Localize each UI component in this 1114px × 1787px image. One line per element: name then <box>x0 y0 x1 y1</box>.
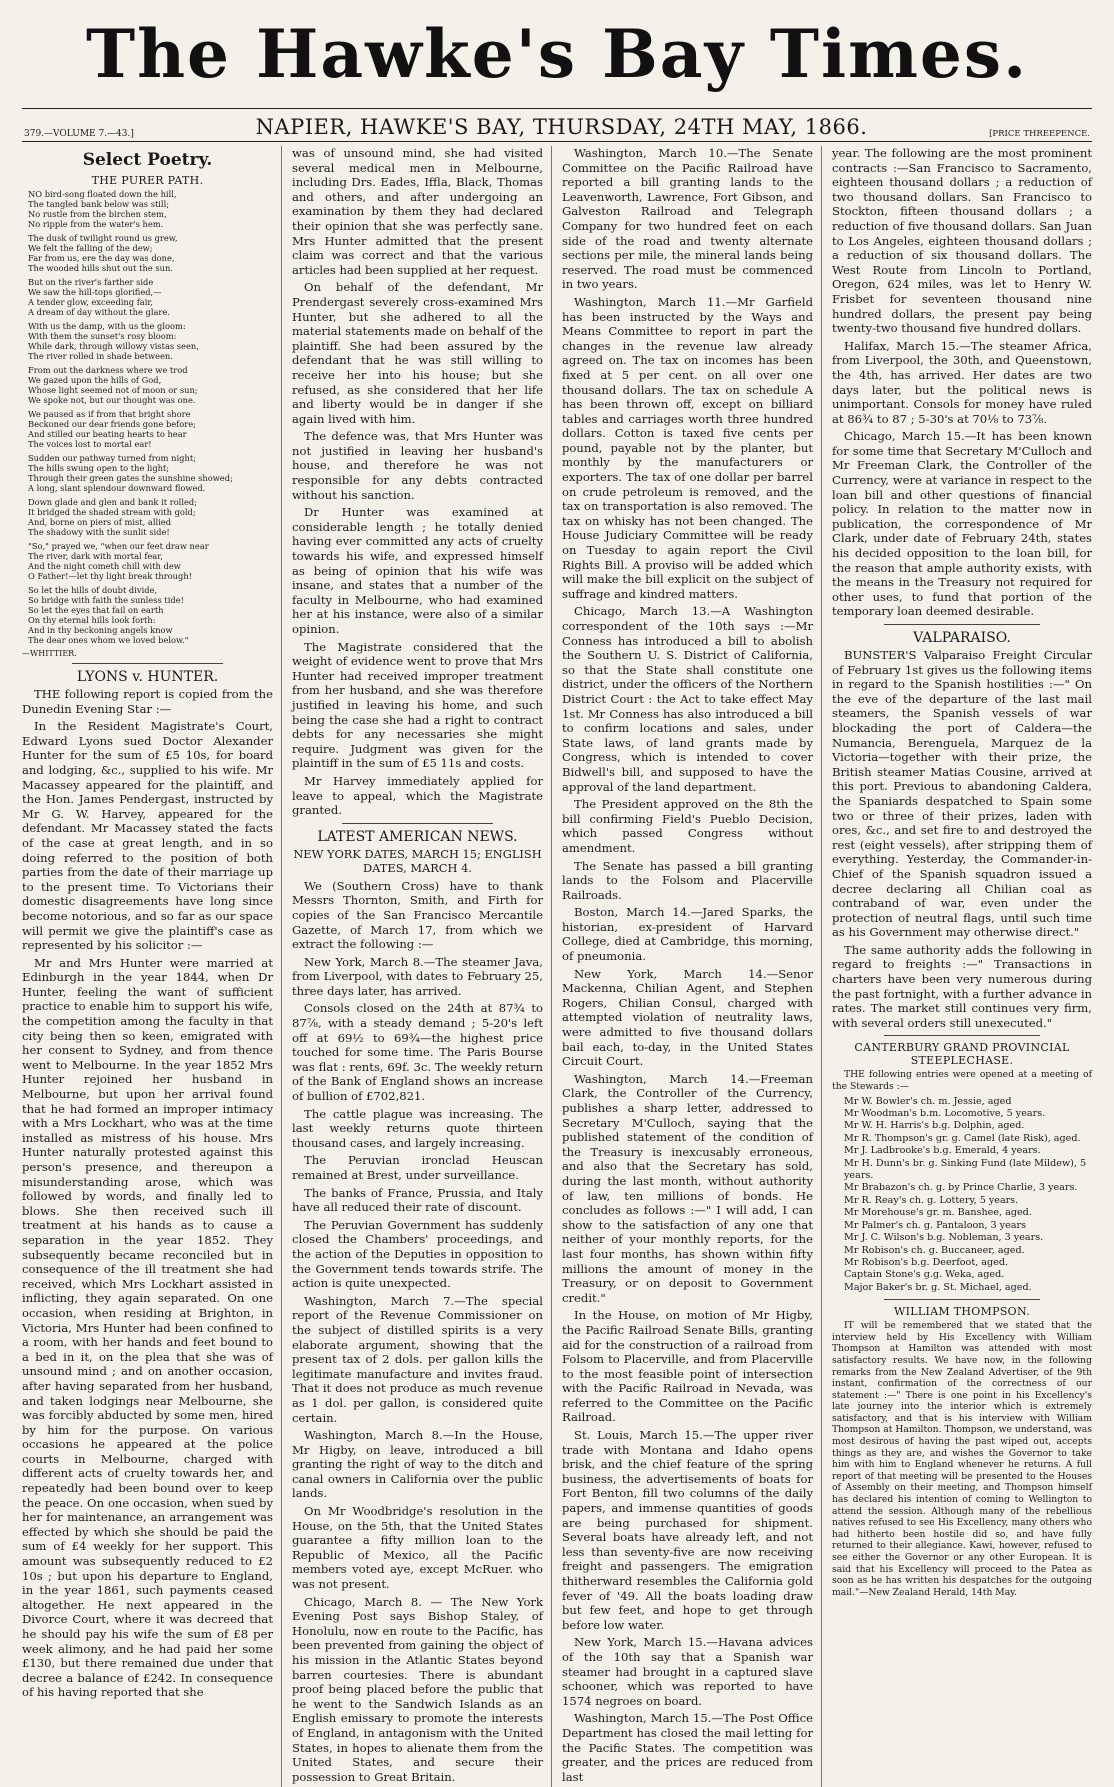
paragraph: The Magistrate considered that the weight of evidence went to prove that Mrs Hunter had received improper treatment from her husband, and she was therefore justified in leaving his home, and such being the case she had a right to contract debts for any necessaries she might require. Judgment was given for the plaintiff in the sum of £5 11s and costs. <box>292 639 543 771</box>
paragraph: In the House, on motion of Mr Higby, the Pacific Railroad Senate Bills, granting aid for the construction of a railroad from Folsom to Placerville, and from Placerville to the most feasible point of intersection with the Pacific Railroad in Nevada, was referred to the Committee on the Pacific Railroad. <box>562 1308 813 1425</box>
poem-stanza: But on the river's farther side We saw the hill-tops glorified,— A tender glow, exceeding fair, A dream of day without the glare. <box>28 277 170 317</box>
paragraph: Mr Harvey immediately applied for leave to appeal, which the Magistrate granted. <box>292 773 543 818</box>
paragraph: Washington, March 15.—The Post Office Department has closed the mail letting for the Pacific States. The competition was greater, and the prices are reduced from last <box>562 1711 813 1784</box>
list-item: Mr J. C. Wilson's b.g. Nobleman, 3 years. <box>844 1232 1044 1244</box>
paragraph: THE following entries were opened at a meeting of the Stewards :— <box>832 1069 1092 1093</box>
paragraph: Boston, March 14.—Jared Sparks, the historian, ex-president of Harvard College, died at Cambridge, this morning, of pneumonia. <box>562 905 813 964</box>
paragraph: The President approved on the 8th the bill confirming Field's Pueblo Decision, which passed Congress without amendment. <box>562 797 813 855</box>
price: [PRICE THREEPENCE. <box>989 129 1090 139</box>
paragraph: We (Southern Cross) have to thank Messrs Thornton, Smith, and Firth for copies of the San Francisco Mercantile Gazette, of March 17, from which we extract the following :— <box>292 878 543 952</box>
paragraph: Washington, March 8.—In the House, Mr Higby, on leave, introduced a bill granting the right of way to the ditch and canal owners in California over the public lands. <box>292 1428 543 1501</box>
poem-stanza: Sudden our pathway turned from night; The hills swung open to the light; Through their green gates the sunshine showed; A long, slant splendour downward flowed. <box>28 453 233 493</box>
paragraph: Washington, March 7.—The special report of the Revenue Commissioner on the subject of distilled spirits is a very elaborate argument, showing that the present tax of 2 dols. per gallon kills the legitimate manufacture and invites fraud. That it does not produce as much revenue as 1 dol. per gallon, is considered quite certain. <box>292 1293 543 1425</box>
masthead-title: The Hawke's Bay Times. <box>85 15 1029 93</box>
poem-stanza: From out the darkness where we trod We gazed upon the hills of God, Whose light seemed not of moon or sun; We spoke not, but our thought was one. <box>28 365 198 405</box>
paragraph: The defence was, that Mrs Hunter was not justified in leaving her husband's house, and therefore he was not responsible for any debts contracted without his sanction. <box>292 429 543 502</box>
paragraph: Chicago, March 8. — The New York Evening Post says Bishop Staley, of Honolulu, now en route to the Pacific, has been prevented from gaining the object of his mission in the Atlantic States beyond barren courtesies. There is abundant proof being placed before the public that he went to the Sandwich Islands as an English emissary to promote the interests of England, in antagonism with the United States, in hopes to alienate them from the United States, and secure their possession to Great Britain. <box>292 1594 543 1784</box>
poem-stanza: Down glade and glen and bank it rolled; It bridged the shaded stream with gold; And, borne on piers of mist, allied The shadowy with the sunlit side! <box>28 497 198 537</box>
list-item: Mr W. Bowler's ch. m. Jessie, aged <box>844 1095 1012 1107</box>
article-heading-thompson: WILLIAM THOMPSON. <box>894 1305 1030 1319</box>
poem-stanza: With us the damp, with us the gloom: With them the sunset's rosy bloom: While dark, through willowy vistas seen, The river rolled in shade between. <box>28 321 199 361</box>
list-item: Mr H. Dunn's br. g. Sinking Fund (late Mildew), 5 years. <box>844 1157 1087 1182</box>
list-item: Mr Woodman's b.m. Locomotive, 5 years. <box>844 1108 1046 1120</box>
paragraph: IT will be remembered that we stated that the interview held by His Excellency with William Thompson at Hamilton was attended with most satisfactory results. We have now, in the following remarks from the New Zealand Advertiser, of the 9th instant, confirmation of the correctness of our statement :—" There is one point in his Excellency's late journey into the interior which is extremely satisfactory, and that is his interview with William Thompson at Hamilton. Thompson, we understand, was most desirous of having the past wiped out, accepts things as they are, and wishes the Governor to take him with him to England whenever he returns. A full report of that meeting will be presented to the Houses of Assembly on their meeting, and Thompson himself has declared his intention of coming to Wellington to attend the session. Although many of the rebellious natives refused to see His Excellency, many others who had hitherto been hostile did so, and have fully returned to their allegiance. Kawi, however, refused to see either the Governor or any other European. It is said that his Excellency will proceed to the Patea as soon as he has written his despatches for the outgoing mail."—New Zealand Herald, 14th May. <box>832 1320 1092 1598</box>
paragraph: St. Louis, March 15.—The upper river trade with Montana and Idaho opens brisk, and the chief feature of the spring business, the advertisements of boats for Fort Benton, fill two columns of the daily papers, and immense quantities of goods are being purchased for shipment. Several boats have already left, and not less than seventy-five are now receiving freight and passengers. The emigration thitherward resembles the California gold fever of '49. All the boats loading draw but few feet, and hope to get through before low water. <box>562 1428 813 1632</box>
article-heading-lyons-hunter: LYONS v. HUNTER. <box>76 669 219 685</box>
list-item: Mr J. Ladbrooke's b.g. Emerald, 4 years. <box>844 1145 1041 1157</box>
paragraph: The banks of France, Prussia, and Italy have all reduced their rate of discount. <box>292 1185 543 1215</box>
paragraph: was of unsound mind, she had visited several medical men in Melbourne, including Drs. Eades, Iffla, Black, Thomas and others, and after undergoing an examination by them they had declared their opinion that she was perfectly sane. Mrs Hunter admitted that the present claim was correct and that the various articles had been supplied at her request. <box>292 146 543 277</box>
article-heading-steeplechase: CANTERBURY GRAND PROVINCIAL STEEPLECHASE. <box>854 1041 1070 1068</box>
paragraph: Washington, March 11.—Mr Garfield has been instructed by the Ways and Means Committee to report in part the changes in the revenue law already agreed on. The tax on incomes has been fixed at 5 per cent. on all over one thousand dollars. The tax on schedule A has been thrown off, except on billiard tables and carriages worth three hundred dollars. Cotton is taxed five cents per pound, payable not by the planter, but monthly by the manufacturers or exporters. The tax of one dollar per barrel on crude petroleum is removed, and the tax on transportation is also removed. The tax on whisky has not been changed. The House Judiciary Committee will be ready on Tuesday to again report the Civil Rights Bill. A proviso will be added which will make the bill explicit on the subject of suffrage and kindred matters. <box>562 294 813 601</box>
poem-stanza: We paused as if from that bright shore Beckoned our dear friends gone before; And stilled our beating hearts to hear The voices lost to mortal ear! <box>28 409 196 449</box>
paragraph: New York, March 14.—Senor Mackenna, Chilian Agent, and Stephen Rogers, Chilian Consul, charged with attempted violation of neutrality laws, were admitted to five thousand dollars bail each, to-day, in the United States Circuit Court. <box>562 966 813 1069</box>
paragraph: Washington, March 14.—Freeman Clark, the Controller of the Currency, publishes a sharp letter, addressed to Secretary M'Culloch, saying that the published statement of the condition of the Treasury is inexcusably erroneous, and also that the Secretary has sold, during the last month, without authority of law, ten millions of bonds. He concludes as follows :—" I will add, I can show to the satisfaction of any one that neither of your monthly reports, for the last four months, has shown within fifty millions the amount of money in the Treasury, or on deposit to Government credit." <box>562 1071 813 1305</box>
paragraph: On Mr Woodbridge's resolution in the House, on the 5th, that the United States guarantee a fifty million loan to the Republic of Mexico, all the Pacific members voted aye, except McRuer. who was not present. <box>292 1504 543 1592</box>
poem <box>28 189 273 645</box>
paragraph: BUNSTER'S Valparaiso Freight Circular of February 1st gives us the following items in regard to the Spanish hostilities :—" On the eve of the departure of the last mail steamers, the Spanish vessels of war blockading the port of Caldera—the Numancia, Berenguela, Marquez de la Victoria—together with their prize, the British steamer Matias Cousine, arrived at this port. Previous to abandoning Caldera, the Spaniards despatched to Spain some two or three of their prizes, laden with ores, &c., and set fire to and destroyed the rest (eight vessels), after stripping them of everything. Yesterday, the Commander-in-Chief of the Spanish squadron issued a decree declaring all Chilian coal as contraband of war, even under the protection of neutral flags, until such time as his Government may otherwise direct." <box>832 648 1092 940</box>
paragraph: The same authority adds the following in regard to freights :—" Transactions in charters have been very numerous during the past fortnight, with a further advance in rates. The market still continues very firm, with several orders still unexecuted." <box>832 942 1092 1030</box>
list-item: Mr Brabazon's ch. g. by Prince Charlie, 3 years. <box>844 1182 1078 1194</box>
list-item: Mr Morehouse's gr. m. Banshee, aged. <box>844 1207 1032 1219</box>
dateline <box>18 109 1096 141</box>
list-item: Mr W. H. Harris's b.g. Dolphin, aged. <box>844 1120 1025 1132</box>
column-2 <box>292 146 552 1787</box>
column-3 <box>562 146 822 1787</box>
divider <box>72 663 223 664</box>
paragraph: year. The following are the most prominent contracts :—San Francisco to Sacramento, eighteen thousand dollars ; a reduction of two thousand dollars. San Francisco to Stockton, fifteen thousand dollars ; a reduction of five thousand dollars. San Juan to Los Angeles, eighteen thousand dollars ; a reduction of six thousand dollars. The West Route from Lincoln to Portland, Oregon, 624 miles, was let to Henry W. Frisbet for seventeen thousand nine hundred dollars, the present pay being twenty-two thousand five hundred dollars. <box>832 146 1092 336</box>
paragraph: Consols closed on the 24th at 87¾ to 87⅞, with a steady demand ; 5-20's left off at 69½ to 69¾—the highest price touched for some time. The Paris Bourse was flat : rents, 69f. 3c. The weekly return of the Bank of England shows an increase of bullion of £702,821. <box>292 1001 543 1104</box>
paragraph: Halifax, March 15.—The steamer Africa, from Liverpool, the 30th, and Queenstown, the 4th, has arrived. Her dates are two days later, but the political news is unimportant. Consols for money have ruled at 86¾ to 87 ; 5-30's at 70⅛ to 73⅞. <box>832 338 1092 426</box>
section-heading-poetry: Select Poetry. <box>82 150 213 170</box>
volume-number: 379.—VOLUME 7.—43.] <box>24 129 134 139</box>
divider <box>884 1299 1040 1300</box>
poem-stanza: The dusk of twilight round us grew, We felt the falling of the dew; Far from us, ere the day was done, The wooded hills shut out the sun. <box>28 233 178 273</box>
list-item: Mr Robison's ch. g. Buccaneer, aged. <box>844 1244 1025 1256</box>
paragraph: On behalf of the defendant, Mr Prendergast severely cross-examined Mrs Hunter, but she adhered to all the material statements made on behalf of the plaintiff. She had been assured by the defendant that he was still willing to receive her into his house; but she refused, as she considered that her life and liberty would be in danger if she again lived with him. <box>292 280 543 426</box>
poem-author: —WHITTIER. <box>22 649 77 658</box>
column-4 <box>832 146 1092 1787</box>
paragraph: The Peruvian ironclad Heuscan remained at Brest, under surveillance. <box>292 1153 543 1182</box>
paragraph: Chicago, March 15.—It has been known for some time that Secretary M'Culloch and Mr Freeman Clark, the Controller of the Currency, were at variance in respect to the loan bill and other questions of financial policy. In relation to the matter now in publication, the correspondence of Mr Clark, under date of February 24th, states his decided opposition to the loan bill, for the reason that ample authority exists, with the means in the Treasury not required for other uses, to fund that portion of the temporary loan deemed desirable. <box>832 429 1092 619</box>
list-item: Major Baker's br. g. St. Michael, aged. <box>844 1281 1032 1293</box>
paragraph: The Senate has passed a bill granting lands to the Folsom and Placerville Railroads. <box>562 858 813 902</box>
entry-list <box>844 1096 1092 1295</box>
list-item: Mr Palmer's ch. g. Pantaloon, 3 years <box>844 1219 1027 1231</box>
article-heading-american-news: LATEST AMERICAN NEWS. <box>317 828 518 845</box>
article-subheading: NEW YORK DATES, MARCH 15; ENGLISH DATES, MARCH 4. <box>293 846 542 875</box>
paragraph: New York, March 15.—Havana advices of the 10th say that a Spanish war steamer had brought in a captured slave schooner, which was reported to have 1574 negroes on board. <box>562 1635 813 1708</box>
article-heading-valparaiso: VALPARAISO. <box>913 630 1011 646</box>
poem-stanza: NO bird-song floated down the hill, The tangled bank below was still; No rustle from the birchen stem, No ripple from the water's hem. <box>28 189 177 229</box>
paragraph: In the Resident Magistrate's Court, Edward Lyons sued Doctor Alexander Hunter for the sum of £5 10s, for board and lodging, &c., supplied to his wife. Mr Macassey appeared for the plaintiff, and the Hon. James Pendergast, instructed by Mr G. W. Harvey, appeared for the defendant. Mr Macassey stated the facts of the case at great length, and in so doing referred to the position of both parties from the date of their marriage up to the present time. To Victorians their domestic disagreements have long since become notorious, and so far as our space will permit we give the plaintiff's case as represented by his solicitor :— <box>22 719 273 953</box>
poem-stanza: "So," prayed we, "when our feet draw near The river, dark with mortal fear, And the night cometh chill with dew O Father!—let thy light break through! <box>28 541 209 581</box>
steeplechase-intro-wrap <box>832 1069 1092 1092</box>
divider <box>884 1035 1040 1036</box>
column-1 <box>22 146 282 1787</box>
poem-stanza: So let the hills of doubt divide, So bridge with faith the sunless tide! So let the eyes that fail on earth On thy eternal hills look forth: And in thy beckoning angels know The dear ones whom we loved below." <box>28 585 189 645</box>
paragraph: Mr and Mrs Hunter were married at Edinburgh in the year 1844, when Dr Hunter, feeling the want of sufficient practice to enable him to support his wife, the competition among the faculty in that city being then so keen, emigrated with her consent to Sydney, and from thence went to Melbourne. In the year 1852 Mrs Hunter rejoined her husband in Melbourne, but upon her arrival found that he had formed an improper intimacy with a Mrs Lockhart, who was at the time installed as mistress of his house. Mrs Hunter naturally protested against this person's presence, and thereupon a misunderstanding arose, which was followed by words, and finally led to blows. She then received such ill treatment at his hands as to cause a separation in the year 1852. They subsequently became reconciled but in consequence of the ill treatment she had received, which Mrs Lockhart assisted in inflicting, they again separated. On one occasion, when residing at Brighton, in Victoria, Mrs Hunter had been confined to a room, with her hands and feet bound to a bed in it, on the plea that she was of unsound mind ; and on another occasion, after having separated from her husband, and taken lodgings near Melbourne, she was forcibly abducted by some men, hired by him for the purpose. On various occasions he appeared at the police courts in Melbourne, charged with different acts of cruelty towards her, and repeatedly had been bound over to keep the peace. On one occasion, when sued by her for maintenance, an arrangement was effected by which she should be paid the sum of £4 weekly for her support. This amount was subsequently reduced to £2 10s ; but upon his departure to England, in the year 1861, such payments ceased altogether. He next appeared in the Divorce Court, where it was decreed that he should pay his wife the sum of £8 per week alimony, and he had paid her some £130, but there remained due under that decree a balance of £242. In consequence of his having reported that she <box>22 955 273 1700</box>
divider <box>342 823 493 824</box>
poem-title: THE PURER PATH. <box>91 174 204 187</box>
paragraph: The Peruvian Government has suddenly closed the Chambers' proceedings, and the action of the Deputies in opposition to the Government tends towards strife. The action is quite unexpected. <box>292 1217 543 1291</box>
place-date: NAPIER, HAWKE'S BAY, THURSDAY, 24TH MAY, 1866. <box>255 115 868 139</box>
paragraph: The cattle plague was increasing. The last weekly returns quote thirteen thousand cases, and largely increasing. <box>292 1106 543 1150</box>
thompson-wrap <box>832 1320 1092 1598</box>
paragraph: Chicago, March 13.—A Washington correspondent of the 10th says :—Mr Conness has introduced a bill to abolish the Southern U. S. District of California, so that the State shall constitute one district, under the officers of the Northern District Court : the Act to take effect May 1st. Mr Conness has also introduced a bill to confirm locations and sales, under State laws, of land grants made by Congress, which is intended to cover Bidwell's bill, and supposed to have the approval of the land department. <box>562 604 813 794</box>
paragraph: THE following report is copied from the Dunedin Evening Star :— <box>22 687 273 716</box>
paragraph: Washington, March 10.—The Senate Committee on the Pacific Railroad have reported a bill granting lands to the Leavenworth, Lawrence, Fort Gibson, and Galveston Railroad and Telegraph Company for two hundred feet on each side of the road and twenty alternate sections per mile, the mineral lands being reserved. The road must be commenced in two years. <box>562 146 813 292</box>
list-item: Captain Stone's g.g. Weka, aged. <box>844 1269 1005 1281</box>
list-item: Mr Robison's b.g. Deerfoot, aged. <box>844 1256 1009 1268</box>
columns <box>18 142 1096 1784</box>
list-item: Mr R. Reay's ch. g. Lottery, 5 years. <box>844 1194 1019 1206</box>
divider <box>884 624 1040 625</box>
paragraph: Dr Hunter was examined at considerable length ; he totally denied having ever committed any acts of cruelty towards his wife, and expressed himself as being of opinion that his wife was insane, and states that a number of the faculty in Melbourne, who had examined her at his instance, were also of a similar opinion. <box>292 505 543 636</box>
paragraph: New York, March 8.—The steamer Java, from Liverpool, with dates to February 25, three days later, has arrived. <box>292 954 543 998</box>
list-item: Mr R. Thompson's gr. g. Camel (late Risk), aged. <box>844 1132 1081 1144</box>
